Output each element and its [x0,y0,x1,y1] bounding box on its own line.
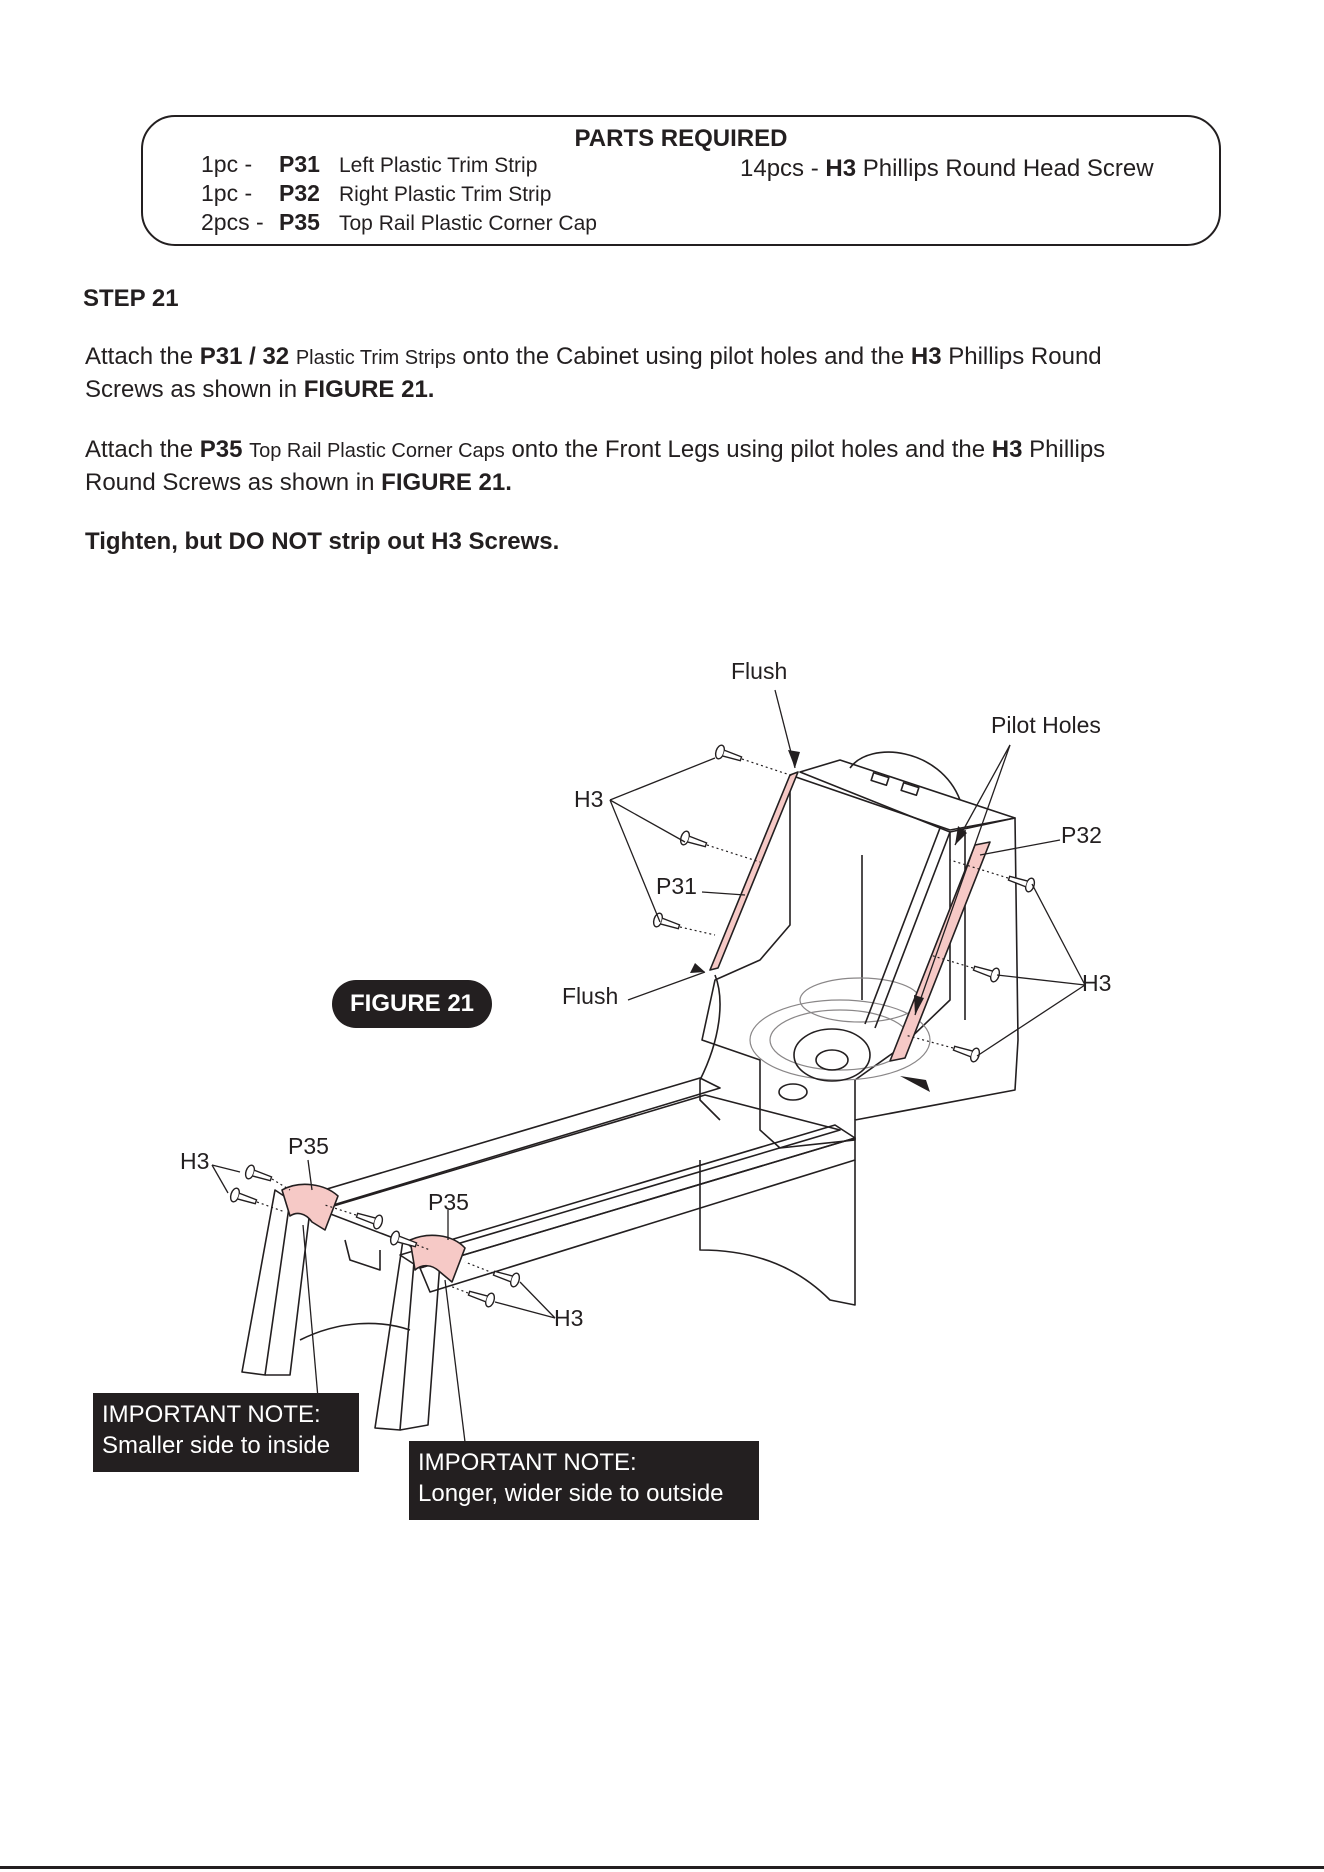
part-qty: 14pcs - [740,155,819,182]
part-name: Phillips Round Head Screw [862,155,1154,182]
screw-icon [652,912,681,933]
note-title: IMPORTANT NOTE: [418,1449,637,1476]
part-line-p32 [201,180,551,207]
p35-left-corner-cap [282,1184,338,1230]
part-line-p35 [201,209,597,236]
cabinet-body [702,775,1018,1148]
bottom-rule [0,1866,1324,1869]
part-qty: 1pc - [201,151,253,177]
step-title: STEP 21 [83,285,179,312]
note-text: Smaller side to inside [102,1432,331,1459]
text-run: onto the Cabinet using pilot holes and the [455,343,911,370]
p31-trim-strip [710,772,798,970]
part-code: H3 [825,155,857,182]
lane-bed [320,1095,840,1252]
text-run: Attach the [85,436,200,463]
text-run: Plastic Trim Strips [295,347,456,369]
note-title: IMPORTANT NOTE: [102,1401,321,1428]
screw-icon [1007,872,1036,893]
callout-flush-top: Flush [731,658,788,684]
callout-h3-right: H3 [1082,970,1112,996]
instruction-paragraph-1 [85,341,1245,405]
screw-icon [355,1209,384,1230]
arrow-icon [788,750,800,768]
handle [345,1240,380,1270]
screw-icon [714,744,743,765]
right-leg-inner [400,1262,440,1430]
p35-right-corner-cap [410,1235,465,1282]
part-code: P35 [279,209,320,235]
warning-text: Tighten, but DO NOT strip out H3 Screws. [85,528,560,555]
callout-p35-left: P35 [288,1133,329,1159]
screw-icon [244,1164,273,1185]
screw-icon [952,1042,981,1063]
text-run: Round Screws as shown in [85,469,382,496]
part-name: Left Plastic Trim Strip [339,154,538,177]
figure-ref: FIGURE 21. [303,376,435,403]
parts-required-box [141,115,1221,246]
part-qty: 1pc - [201,180,253,206]
text-run: Top Rail Plastic Corner Caps [249,440,505,462]
part-ref: P35 [199,436,243,463]
parts-required-title: PARTS REQUIRED [574,125,788,152]
part-code: P32 [279,180,320,206]
part-ref: H3 [991,436,1023,463]
callout-flush-bottom: Flush [562,983,619,1009]
text-run: Phillips [1022,436,1106,463]
callout-h3-upper-left: H3 [574,786,604,812]
left-front-leg [242,1190,290,1375]
part-ref: P31 / 32 [199,343,290,370]
screw-icon [972,962,1001,983]
important-note-left [93,1393,359,1472]
lane-lower-body [700,1160,855,1305]
callout-h3-lower: H3 [554,1305,584,1331]
figure-ref: FIGURE 21. [381,469,512,496]
part-qty: 2pcs - [201,209,264,235]
callout-p31: P31 [656,873,697,899]
text-run: onto the Front Legs using pilot holes and the [504,436,992,463]
cabinet-front-edge [875,832,950,1028]
leader-lines [212,690,1085,1442]
part-name: Right Plastic Trim Strip [339,183,552,206]
arrow-icon [690,963,705,973]
part-name: Top Rail Plastic Corner Cap [339,212,597,235]
part-line-h3 [740,155,1154,183]
text-run: Screws as shown in [85,376,304,403]
part-line-p31 [201,151,537,178]
callout-h3-left: H3 [180,1148,210,1174]
part-code: P31 [279,151,320,177]
text-run: Phillips Round [941,343,1102,370]
right-front-leg [375,1240,415,1430]
callout-p35-mid: P35 [428,1189,469,1215]
screw-icon [492,1267,521,1288]
cabinet-arch [850,752,960,800]
note-text: Longer, wider side to outside [418,1480,724,1507]
ball-hole [794,1029,870,1081]
callout-pilot-holes: Pilot Holes [991,712,1101,738]
text-run: Attach the [85,343,200,370]
part-ref: H3 [910,343,942,370]
leg-crossbar [300,1323,410,1340]
arrow-icon [900,1076,930,1092]
callout-p32: P32 [1061,822,1102,848]
screw-icon [467,1287,496,1308]
figure-label: FIGURE 21 [332,980,492,1028]
screw-icon [229,1187,258,1208]
instruction-paragraph-2 [85,434,1245,498]
lane-top-left-rail [290,1078,720,1212]
important-note-right [409,1441,759,1520]
